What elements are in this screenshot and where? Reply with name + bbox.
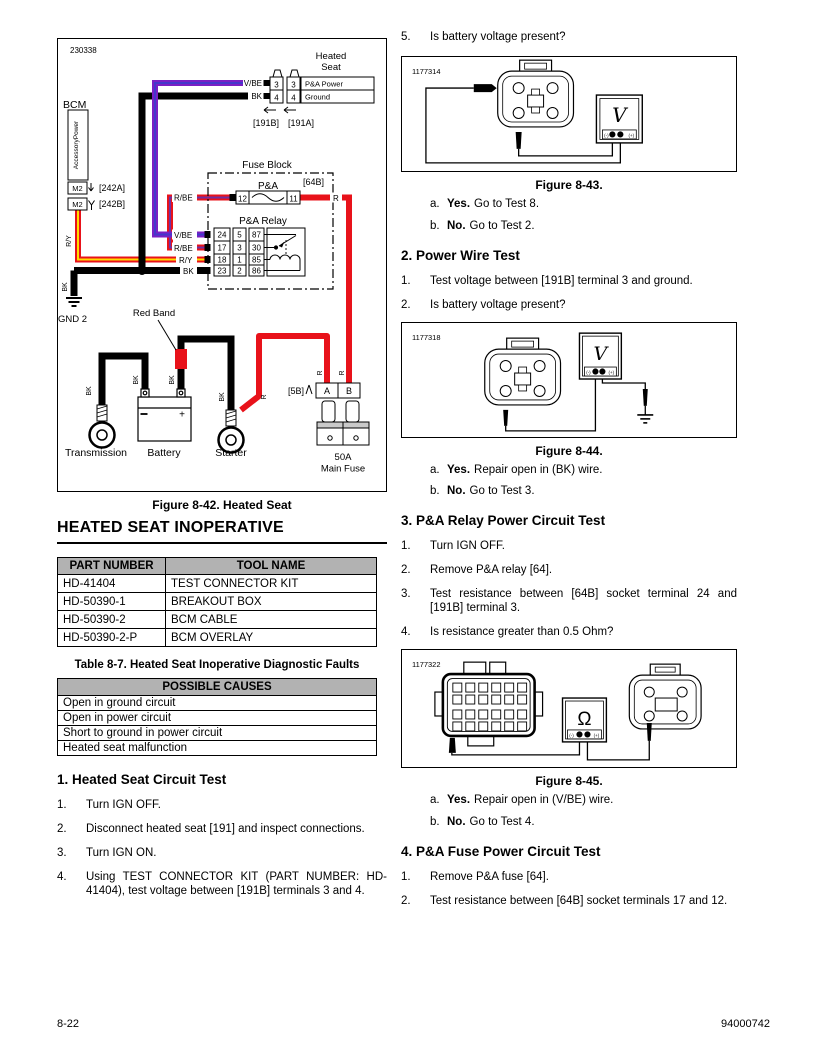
tools-table	[57, 557, 377, 647]
red-band-pointer	[158, 320, 176, 350]
arrow-242a-icon	[89, 183, 94, 191]
list-item	[401, 539, 737, 553]
step-text: Is resistance greater than 0.5 Ohm?	[430, 626, 614, 639]
cause: Heated seat malfunction	[58, 741, 377, 756]
answer-bold: Yes.	[447, 198, 471, 211]
step-number: 2.	[401, 564, 411, 577]
test4-heading: 4. P&A Fuse Power Circuit Test	[401, 843, 601, 859]
connector-4pin	[629, 664, 701, 729]
ground-label: Ground	[305, 92, 331, 102]
list-item	[401, 587, 737, 615]
answer	[430, 794, 737, 808]
answer-bold: Yes.	[447, 794, 471, 807]
answer-bold: No.	[447, 219, 466, 232]
ground-junction-dot	[138, 266, 147, 275]
relay-5: 5	[237, 230, 242, 240]
terminal-a-label: A	[323, 386, 331, 396]
step-number: 1.	[401, 870, 411, 883]
r-fuse-label: R	[333, 194, 339, 203]
fuse-pin11: 11	[289, 194, 298, 204]
gnd2-label: GND 2	[58, 314, 88, 325]
figure-8-44-diagram	[402, 323, 736, 437]
voltmeter-glyph: V	[593, 342, 608, 365]
step-text: Test resistance between [64B] socket terminals 17 and 12.	[430, 894, 728, 907]
pin4-191a: 4	[291, 93, 296, 103]
connector-4pin	[485, 338, 561, 405]
answer-letter: b.	[430, 816, 440, 829]
figure-8-45-diagram	[402, 650, 736, 767]
step-text: Disconnect heated seat [191] and inspect connections.	[86, 823, 365, 836]
ry-relay-label: R/Y	[179, 256, 193, 265]
list-item	[401, 274, 737, 288]
step-number: 1.	[401, 274, 411, 287]
relay-30: 30	[252, 243, 261, 253]
list-item	[57, 870, 387, 898]
relay-87: 87	[252, 230, 261, 240]
relay-2: 2	[237, 266, 242, 276]
fuse-pin12: 12	[238, 194, 247, 204]
meter-neg: (-)	[586, 369, 591, 375]
rbe-fuse-label: R/BE	[174, 193, 193, 203]
step-number: 2.	[401, 298, 411, 311]
bk-relay-label: BK	[183, 267, 194, 276]
voltmeter-glyph: V	[612, 102, 627, 127]
step-text: Is battery voltage present?	[430, 31, 566, 43]
part-number: HD-50390-2	[58, 611, 166, 629]
answer-bold: Yes.	[447, 463, 471, 476]
document-number: 94000742	[721, 1018, 770, 1030]
test2-heading: 2. Power Wire Test	[401, 247, 520, 263]
list-item	[401, 894, 737, 908]
heated-label: Heated	[315, 51, 347, 62]
pin3-191b: 3	[274, 80, 279, 90]
r-terma-label: R	[317, 370, 324, 376]
fuse-block-label: Fuse Block	[242, 160, 292, 171]
table-row	[58, 593, 377, 611]
tool-name: BREAKOUT BOX	[166, 593, 377, 611]
step-text: Remove P&A fuse [64].	[430, 870, 549, 883]
page-footer	[57, 1018, 770, 1030]
figure-id: 1177322	[411, 660, 441, 670]
relay-85: 85	[252, 255, 261, 265]
answer-text: Go to Test 3.	[469, 485, 535, 498]
step-text: Using TEST CONNECTOR KIT (PART NUMBER: HD-41404), test voltage between [191B] terminals 3 and 4.	[86, 871, 387, 898]
answer	[430, 816, 737, 830]
step-text: Test resistance between [64B] socket terminal 24 and [191B] terminal 3.	[430, 588, 737, 615]
answer	[430, 220, 737, 234]
pin4-191b: 4	[274, 93, 279, 103]
table-row	[58, 711, 377, 726]
answer-letter: a.	[430, 794, 440, 807]
step-text: Turn IGN OFF.	[430, 540, 505, 553]
figure-8-43-diagram	[402, 57, 736, 171]
terminal-b-label: B	[345, 386, 353, 396]
bk-gnd-label: BK	[62, 282, 69, 292]
figure-8-42-caption: Figure 8-42. Heated Seat	[152, 498, 292, 512]
table-row	[58, 611, 377, 629]
step-number: 2.	[401, 894, 411, 907]
list-item	[57, 798, 387, 812]
seat-label: Seat	[321, 62, 341, 73]
ry-vertical-label: R/Y	[66, 235, 73, 247]
figure-8-45-caption: Figure 8-45.	[535, 774, 603, 789]
part-number: HD-50390-2-P	[58, 629, 166, 647]
figure-id: 1177314	[411, 67, 441, 77]
step-text: Remove P&A relay [64].	[430, 564, 553, 577]
red-band-label: Red Band	[132, 308, 176, 319]
figure-8-43-caption: Figure 8-43.	[535, 178, 603, 193]
list-item	[57, 822, 387, 836]
table-row	[58, 741, 377, 756]
vbe-relay-label: V/BE	[174, 231, 193, 240]
table-row	[58, 575, 377, 593]
step-number: 3.	[57, 847, 67, 860]
possible-causes-table	[57, 678, 377, 756]
bk-trans-label: BK	[86, 386, 93, 396]
relay-23: 23	[217, 266, 227, 276]
fig44-answers	[401, 464, 737, 500]
answer-text: Repair open in (BK) wire.	[474, 463, 603, 476]
tool-name: BCM CABLE	[166, 611, 377, 629]
part-number: HD-50390-1	[58, 593, 166, 611]
tool-name: TEST CONNECTOR KIT	[166, 575, 377, 593]
tools-col-name: TOOL NAME	[166, 558, 377, 575]
table-8-7-caption: Table 8-7. Heated Seat Inoperative Diagnostic Faults	[74, 659, 360, 671]
figure-id: 1177318	[411, 332, 441, 342]
answer-bold: No.	[447, 485, 466, 498]
bk-batpos-label: BK	[169, 375, 176, 385]
answer-text: Go to Test 8.	[474, 198, 540, 211]
bk-starter-label: BK	[219, 392, 226, 402]
connector-4pin	[498, 60, 574, 127]
cause: Open in power circuit	[58, 711, 377, 726]
relay-24: 24	[217, 230, 227, 240]
conn-242a-label: [242A]	[99, 183, 126, 193]
list-item	[401, 870, 737, 884]
starter-label: Starter	[215, 447, 247, 459]
list-item	[401, 625, 737, 639]
meter-pos: (+)	[593, 733, 600, 739]
step-number: 1.	[401, 540, 411, 553]
answer	[430, 198, 737, 212]
relay-1: 1	[237, 255, 242, 265]
page-number: 8-22	[57, 1018, 80, 1030]
diagram-id: 230338	[70, 46, 97, 55]
r-termb-label: R	[339, 370, 346, 376]
pa-relay-label: P&A Relay	[239, 216, 287, 227]
table-row	[58, 629, 377, 647]
test1-heading: 1. Heated Seat Circuit Test	[57, 772, 227, 787]
ground-symbol	[66, 298, 82, 306]
test3-heading: 3. P&A Relay Power Circuit Test	[401, 513, 606, 529]
answer-text: Go to Test 4.	[469, 816, 535, 829]
m2b-label: M2	[72, 200, 83, 209]
answer-letter: b.	[430, 485, 440, 498]
fig45-answers	[401, 794, 737, 830]
tool-name: BCM OVERLAY	[166, 629, 377, 647]
fork-242b-icon	[89, 201, 95, 211]
m2a-label: M2	[72, 184, 83, 193]
bk-label-top: BK	[251, 92, 262, 101]
conn-191a-label: [191A]	[287, 118, 315, 128]
list-item	[401, 30, 737, 44]
figure-8-44-caption: Figure 8-44.	[535, 443, 603, 458]
step-text: Is battery voltage present?	[430, 298, 566, 311]
list-item	[57, 846, 387, 860]
step-number: 2.	[57, 823, 67, 836]
table-row	[58, 696, 377, 711]
answer-text: Go to Test 2.	[469, 219, 535, 232]
answer-letter: a.	[430, 463, 440, 476]
step-text: Test voltage between [191B] terminal 3 and ground.	[430, 274, 693, 287]
vbe-label-top: V/BE	[243, 79, 262, 88]
heated-seat-wiring-diagram	[58, 39, 386, 491]
relay-17: 17	[217, 243, 227, 253]
fig43-answers	[401, 198, 737, 234]
accessory-power-label: AccessoryPower	[73, 120, 80, 170]
amp50-label: 50A	[334, 452, 352, 463]
tools-col-part: PART NUMBER	[58, 558, 166, 575]
pa-label: P&A	[257, 181, 279, 192]
answer-letter: b.	[430, 219, 440, 232]
step-number: 4.	[57, 871, 67, 884]
pin3-191a: 3	[291, 80, 296, 90]
figure-8-43-frame	[401, 56, 737, 172]
meter-pos: (+)	[608, 369, 615, 375]
causes-header: POSSIBLE CAUSES	[58, 679, 377, 696]
relay-3: 3	[237, 243, 242, 253]
step-number: 4.	[401, 626, 411, 639]
ground-symbol	[637, 415, 653, 423]
list-item	[401, 563, 737, 577]
left-column	[57, 38, 387, 908]
figure-8-44-frame	[401, 322, 737, 438]
page-title: HEATED SEAT INOPERATIVE	[57, 519, 387, 544]
rbe-relay-label: R/BE	[174, 244, 193, 253]
answer-text: Repair open in (V/BE) wire.	[474, 794, 614, 807]
meter-neg: (-)	[569, 733, 574, 739]
conn-191b-label: [191B]	[252, 118, 280, 128]
step-number: 1.	[57, 799, 67, 811]
part-number: HD-41404	[58, 575, 166, 593]
conn-242b-label: [242B]	[99, 199, 126, 209]
r-starter-label: R	[261, 394, 268, 400]
meter-neg: (-)	[604, 132, 609, 138]
wiring-diagram-frame	[57, 38, 387, 492]
plus-label: +	[179, 409, 185, 421]
battery-label: Battery	[147, 447, 181, 459]
cause: Open in ground circuit	[58, 696, 377, 711]
bcm-label: BCM	[63, 99, 87, 111]
main-fuse-label: Main Fuse	[320, 463, 366, 475]
step-text: Turn IGN OFF.	[86, 799, 161, 811]
figure-8-45-frame	[401, 649, 737, 768]
meter-pos: (+)	[628, 132, 635, 138]
answer	[430, 485, 737, 499]
pa-power-label: P&A Power	[305, 79, 343, 89]
step-number: 5.	[401, 31, 411, 43]
transmission-symbol	[90, 405, 115, 448]
right-column	[401, 30, 737, 918]
bk-batneg-label: BK	[133, 375, 140, 385]
cause: Short to ground in power circuit	[58, 726, 377, 741]
relay-18: 18	[217, 255, 227, 265]
red-band-marker	[175, 349, 187, 369]
main-fuse-5b	[306, 383, 369, 445]
list-item	[401, 298, 737, 312]
table-row	[58, 726, 377, 741]
step-text: Turn IGN ON.	[86, 847, 157, 860]
step-number: 3.	[401, 588, 411, 601]
connector-mate-arrows	[264, 107, 296, 113]
answer-letter: a.	[430, 198, 440, 211]
conn-5b-label: [5B]	[287, 386, 304, 396]
answer	[430, 464, 737, 478]
ohmmeter-glyph: Ω	[577, 709, 592, 731]
relay-86: 86	[252, 266, 261, 276]
transmission-label: Transmission	[64, 447, 128, 459]
conn-64b-label: [64B]	[303, 177, 325, 187]
answer-bold: No.	[447, 816, 466, 829]
